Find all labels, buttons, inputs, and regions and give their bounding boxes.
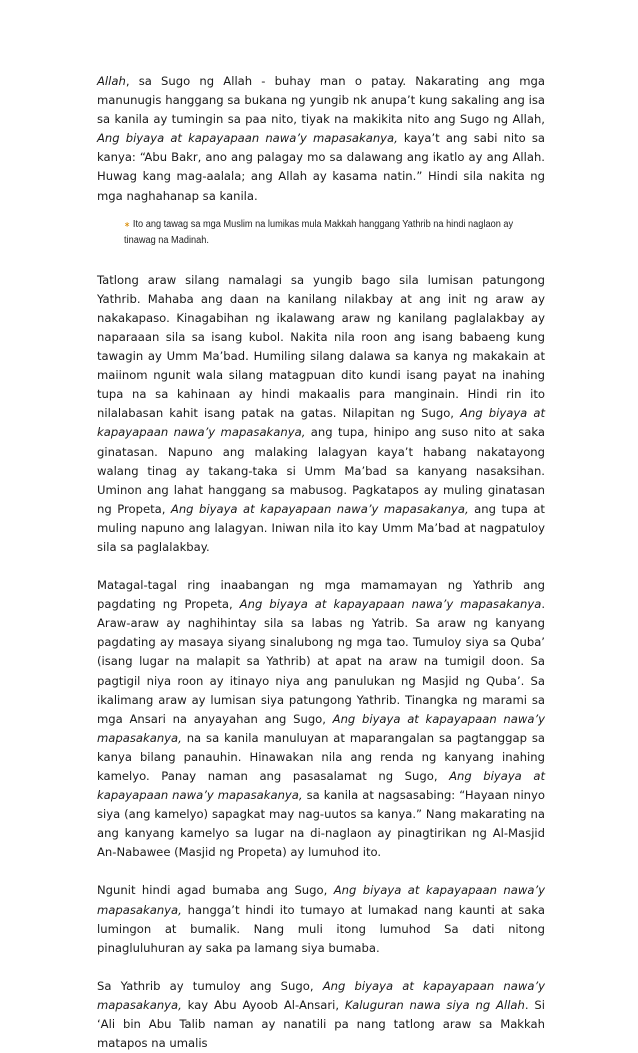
footnote-star-icon: ∗ <box>124 219 131 229</box>
italic-phrase: Ang biyaya at kapayapaan nawa’y mapasakanya, <box>97 131 398 146</box>
italic-phrase: Ang biyaya at kapayapaan nawa’y mapasakanya, <box>97 711 545 745</box>
footnote-text: Ito ang tawag sa mga Muslim na lumikas mula Makkah hanggang Yathrib na hindi naglaon ay tinawag na Madinah. <box>124 218 514 247</box>
text-run: sa kanila at nagsasabing: “Hayaan ninyo siya (ang kamelyo) sapagkat may nag-uutos sa kanya.” Nang makarating na ang kanyang kamelyo sa lugar na di-naglaon ay pinagtirikan ng Al-Masjid An-Nabawee (Masjid ng Propeta) ay lumuhod ito. <box>97 788 545 860</box>
paragraph-4 <box>97 881 545 957</box>
text-run: Matagal-tagal ring inaabangan ng mga mamamayan ng Yathrib ang pagdating ng Propeta, <box>97 578 545 612</box>
text-run: . Araw-araw ay naghihintay sila sa labas ng Yatrib. Sa araw ng kanyang pagdating ay masaya siyang sinalubong ng mga tao. Tumuloy siya sa Quba’ (isang lugar na malapit sa Yathrib) at apat na araw na tumigil doon. Sa pagtigil niya roon ay itinayo niya ang panulukan ng Masjid ng Quba’. Sa ikalimang araw ay lumisan siya patungong Yathrib. Tinangka ng marami sa mga Ansari na anyayahan ang Sugo, <box>97 597 545 726</box>
italic-phrase: Ang biyaya at kapayapaan nawa’y mapasakanya, <box>97 406 545 440</box>
italic-phrase: Ang biyaya at kapayapaan nawa’y mapasakanya, <box>97 883 546 917</box>
footnote <box>124 217 547 250</box>
italic-phrase: Ang biyaya at kapayapaan nawa’y mapasakanya, <box>97 978 545 1012</box>
paragraph-2 <box>97 271 545 557</box>
text-run: na sa kanila manuluyan at maparangalan sa pagtanggap sa kanya bilang panauhin. Hinawakan nila ang renda ng kanyang inahing kamelyo. Panay naman ang pasasalamat ng Sugo, <box>97 730 545 783</box>
paragraph-3 <box>97 576 545 862</box>
paragraph-1 <box>97 72 545 206</box>
text-run: , sa Sugo ng Allah - buhay man o patay. Nakarating ang mga manunugis hanggang sa bukana ng yungib nk anupa’t kung sakaling ang isa sa kanila ay tumingin sa paa nito, tiyak na makikita nito ang Sugo ng Allah, <box>97 74 545 127</box>
text-run: Tatlong araw silang namalagi sa yungib bago sila lumisan patungong Yathrib. Mahaba ang daan na kanilang nilakbay at ang init ng araw ay nakakapaso. Kinagabihan ng ikalawang araw ng kanilang paglalakbay ay naparaaan sila sa isang kubol. Nakita nila roon ang isang babaeng kung tawagin ay Umm Ma’bad. Humiling silang dalawa sa kanya ng makakain at maiinom ngunit wala silang matagpuan dito kundi isang payat na inahing tupa na sa kahinaan ay hindi makaalis para manginain. Hindi rin ito nilalabasan kahit isang patak na gatas. Nilapitan ng Sugo, <box>97 272 545 421</box>
paragraph-5 <box>97 977 545 1053</box>
text-run: hangga’t hindi ito tumayo at lumakad nang kaunti at saka lumingon at bumalik. Nang muli itong lumuhod Sa dati nitong pinagluluhuran ay saka pa lamang siya bumaba. <box>97 902 545 955</box>
text-run: ang tupa, hinipo ang suso nito at saka ginatasan. Napuno ang malaking lalagyan kaya’t habang nakatayong walang tinag ay takang-taka si Umm Ma’bad sa kanyang nasaksihan. Uminon ang lahat hanggang sa mabusog. Pagkatapos ay muling ginatasan ng Propeta, <box>97 425 545 516</box>
text-run: Sa Yathrib ay tumuloy ang Sugo, <box>97 978 323 993</box>
italic-phrase: Ang biyaya at kapayapaan nawa’y mapasakanya, <box>97 769 545 803</box>
document-page <box>97 72 545 1053</box>
text-run: Ngunit hindi agad bumaba ang Sugo, <box>97 883 334 898</box>
text-run: . Si ‘Ali bin Abu Talib naman ay nanatili pa nang tatlong araw sa Makkah matapos na umalis <box>97 997 545 1051</box>
text-run: kaya’t ang sabi nito sa kanya: “Abu Bakr, ano ang palagay mo sa dalawang ang ikatlo ay ang Allah. Huwag kang mag-aalala; ang Allah ay kasama natin.” Hindi sila nakita ng mga naghahanap sa kanila. <box>97 131 545 203</box>
italic-phrase: Allah <box>97 74 126 88</box>
text-run: kay Abu Ayoob Al-Ansari, <box>181 997 345 1012</box>
italic-phrase: Kaluguran nawa siya ng Allah <box>344 997 525 1012</box>
italic-phrase: Ang biyaya at kapayapaan nawa’y mapasakanya <box>239 597 542 612</box>
italic-phrase: Ang biyaya at kapayapaan nawa’y mapasakanya, <box>170 501 469 516</box>
text-run: ang tupa at muling napuno ang lalagyan. Iniwan nila ito kay Umm Ma’bad at nagpatuloy sila sa paglalakbay. <box>97 501 545 554</box>
